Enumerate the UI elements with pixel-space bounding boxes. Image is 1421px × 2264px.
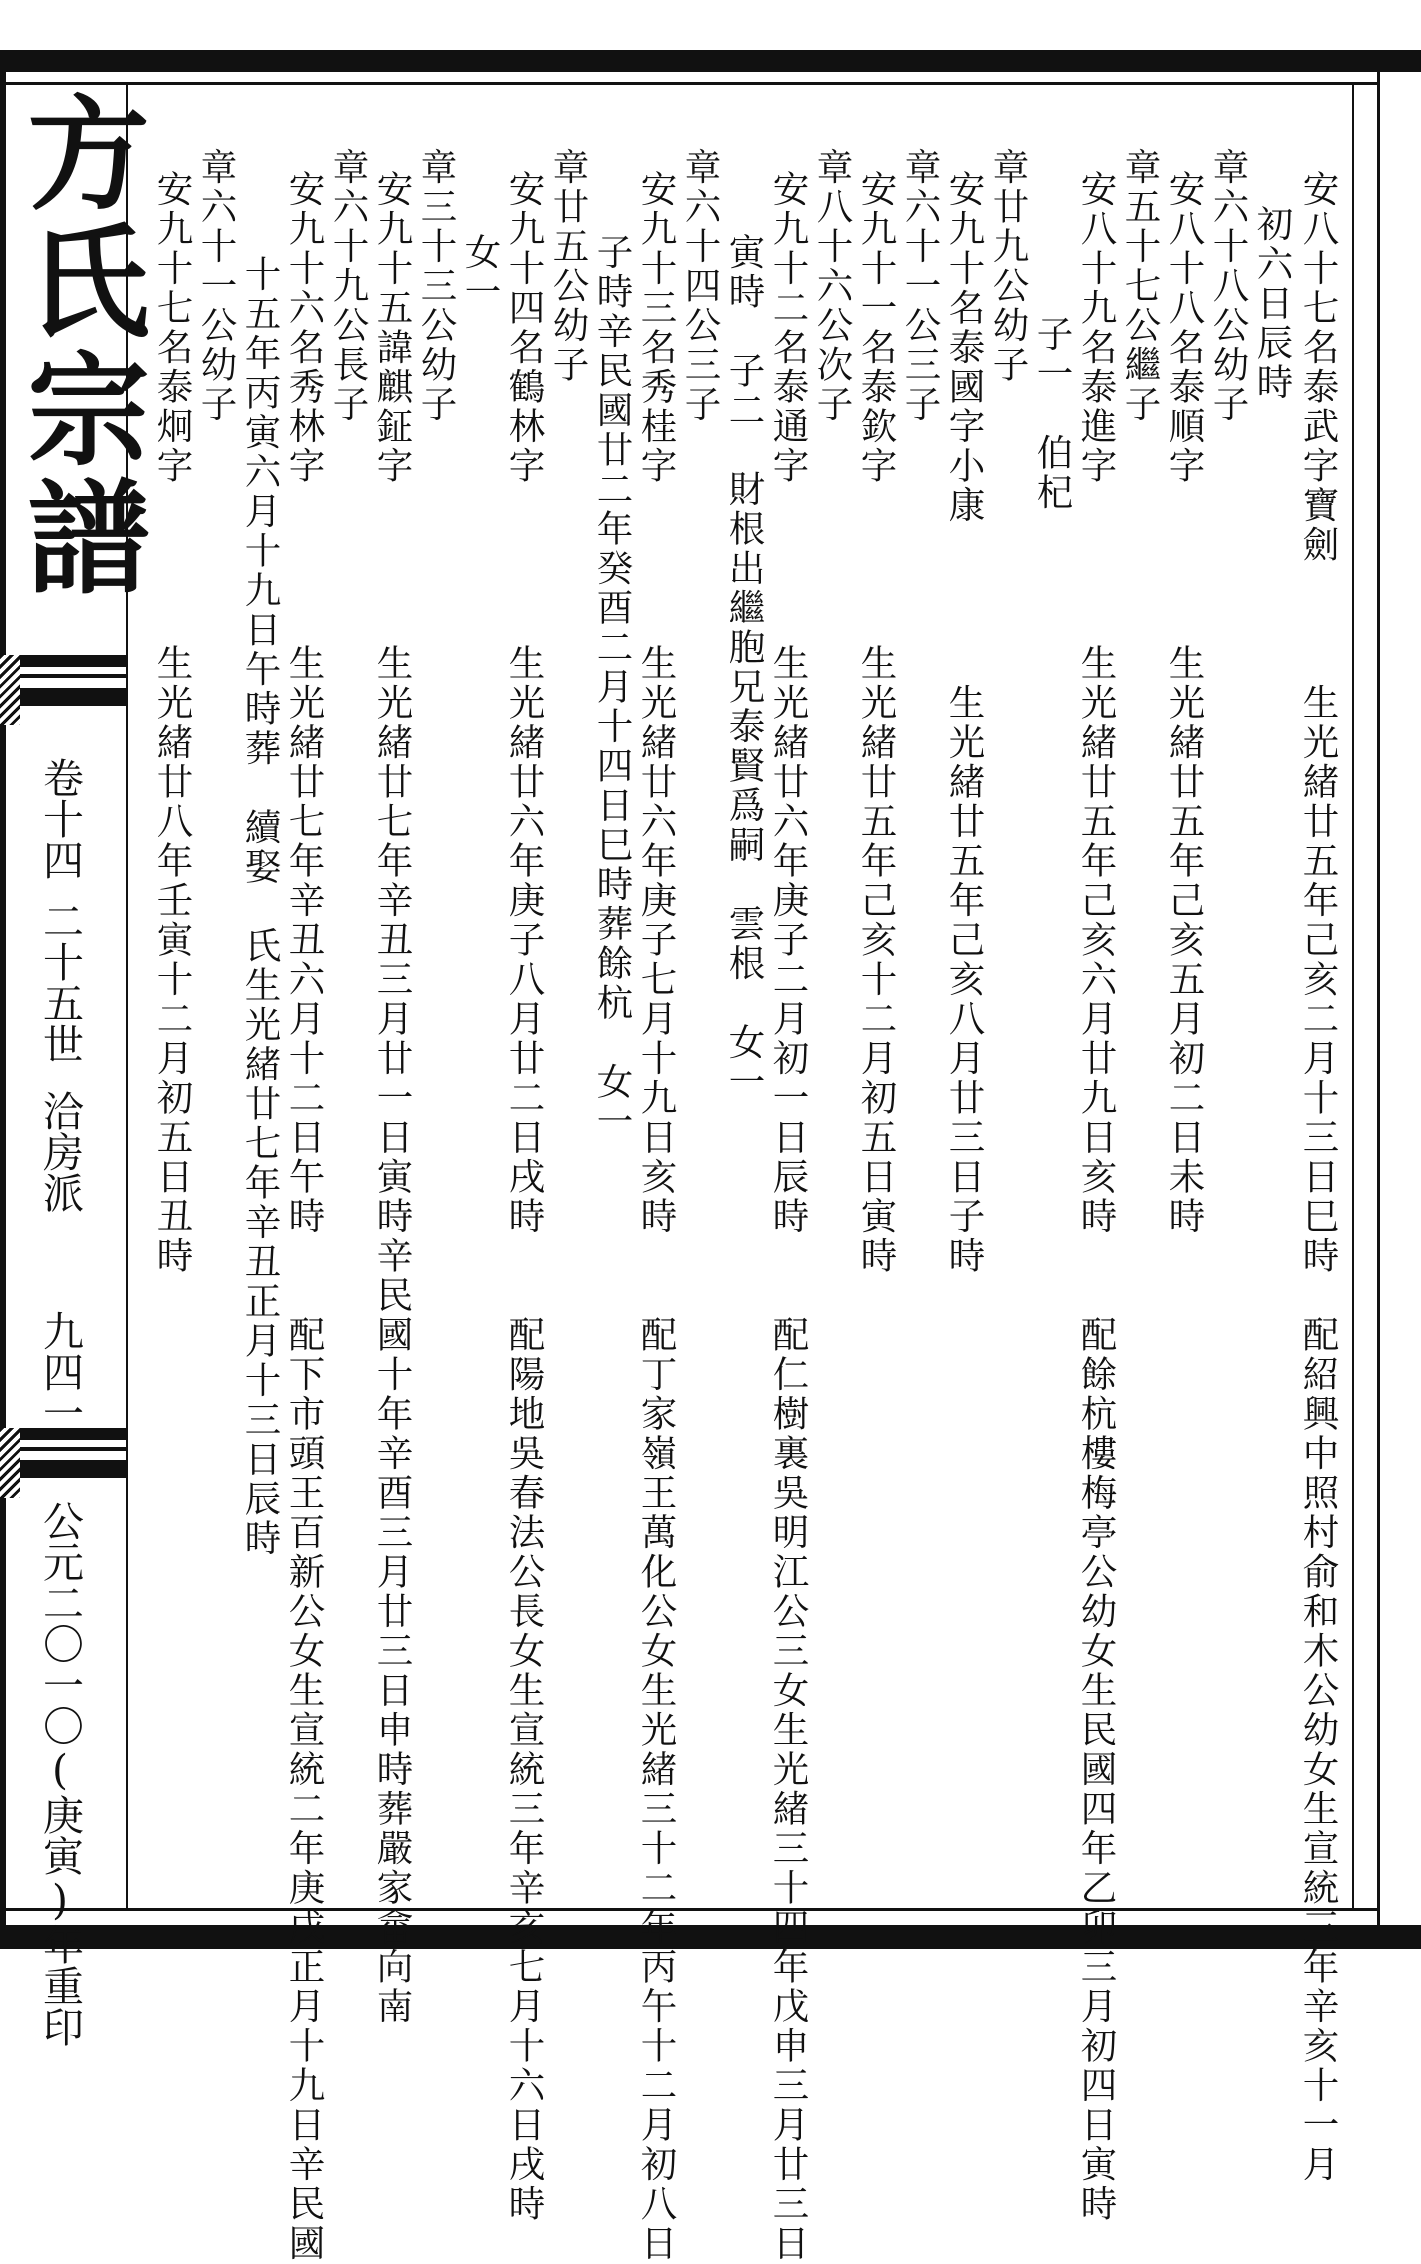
text-column: 安九十四名鶴林字 生光緒廿六年庚子八月廿二日戌時 配陽地吳春法公長女生宣統三年辛亥七月十六日戌時 [503, 170, 546, 2224]
text-column: 安九十七名泰炯字 生光緒廿八年壬寅十二月初五日丑時 [151, 170, 194, 1276]
text-column: 章五十七公繼子 [1119, 148, 1162, 425]
text-column: 章六十四公三子 [679, 148, 722, 425]
text-column: 安八十八名泰順字 生光緒廿五年己亥五月初二日未時 [1163, 170, 1206, 1237]
text-column: 子時辛民國廿二年癸酉二月十四日巳時葬餘杭 女一 [591, 233, 634, 1142]
text-column: 安九十五諱麒鉦字 生光緒廿七年辛丑三月廿一日寅時辛民國十年辛酉三月廿三日申時葬嚴家畲向南 [371, 170, 414, 2027]
spine-ornament [0, 1428, 20, 1498]
page-number: 九四一 [36, 1310, 84, 1433]
frame-right-line [1352, 82, 1354, 1911]
frame-top-rule [0, 82, 1380, 85]
reprint-note: 公元二〇一〇(庚寅)年重印 [36, 1500, 84, 2047]
text-column: 安九十一名泰欽字 生光緒廿五年己亥十二月初五日寅時 [855, 170, 898, 1276]
text-column: 初六日辰時 [1251, 205, 1294, 403]
text-column: 章六十一公三子 [899, 148, 942, 425]
spine-generation: 二十五世 [36, 900, 84, 1064]
text-column: 安九十六名秀林字 生光緒廿七年辛丑六月十二日午時 配下市頭王百新公女生宣統二年庚戌正月十九日辛民國 [283, 170, 326, 2264]
text-column: 章廿九公幼子 [987, 148, 1030, 385]
text-column: 章六十一公幼子 [195, 148, 238, 425]
spine-ornament [0, 655, 20, 725]
text-column: 章八十六公次子 [811, 148, 854, 425]
text-column: 章廿五公幼子 [547, 148, 590, 385]
text-column: 寅時 子二 財根出繼胞兄泰賢爲嗣 雲根 女一 [723, 233, 766, 1102]
text-column: 章三十三公幼子 [415, 148, 458, 425]
spine-volume: 卷十四 [36, 757, 84, 880]
frame-top-bar [0, 50, 1421, 72]
text-column: 安九十三名秀桂字 生光緒廿六年庚子七月十九日亥時 配丁家嶺王萬化公女生光緒三十二年丙午十二月初八日 [635, 170, 678, 2264]
text-column: 章六十九公長子 [327, 148, 370, 425]
text-column: 安九十二名泰通字 生光緒廿六年庚子二月初一日辰時 配仁樹裏吳明江公三女生光緒三十四年戊申三月廿三日 [767, 170, 810, 2264]
frame-bottom-bar [0, 1925, 1421, 1949]
frame-right-edge [1377, 50, 1380, 1949]
spine-branch: 洽房派 [36, 1090, 84, 1213]
text-column: 安八十九名泰進字 生光緒廿五年己亥六月廿九日亥時 配餘杭樓梅亭公幼女生民國四年乙卯三月初四日寅時 [1075, 170, 1118, 2224]
text-column: 安八十七名泰武字寶劍 生光緒廿五年己亥二月十三日巳時 配紹興中照村俞和木公幼女生宣統三年辛亥十一月 [1297, 170, 1340, 2185]
frame-left-edge [0, 50, 6, 1949]
text-column: 安九十名泰國字小康 生光緒廿五年己亥八月廿三日子時 [943, 170, 986, 1276]
text-column: 十五年丙寅六月十九日午時葬 續娶 氏生光緒廿七年辛丑正月十三日辰時 [239, 255, 282, 1559]
text-column: 章六十八公幼子 [1207, 148, 1250, 425]
book-title: 方氏宗譜 [7, 90, 151, 602]
text-column: 子一 伯杞 [1031, 315, 1074, 513]
text-column: 女一 [459, 233, 502, 312]
frame-bottom-rule [0, 1908, 1380, 1911]
